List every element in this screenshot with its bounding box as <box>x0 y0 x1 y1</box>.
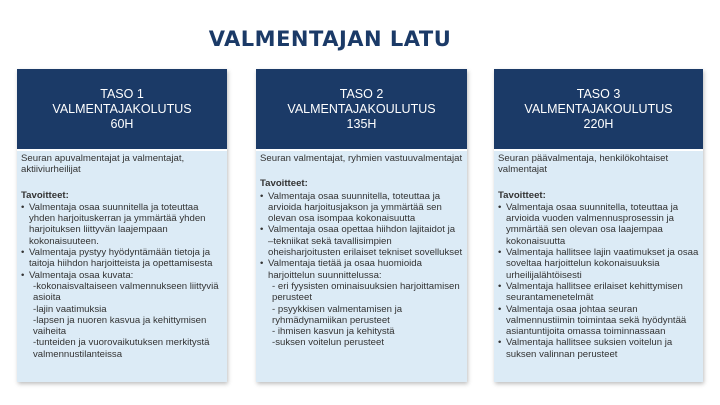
card-header <box>256 69 467 151</box>
card-intro: Seuran apuvalmentajat ja valmentajat, aktiiviurheilijat <box>21 153 185 176</box>
subgoal-item: - eri fyysisten ominaisuuksien harjoittamisen perusteet <box>272 280 460 304</box>
goals-list <box>498 202 699 360</box>
card-intro: Seuran päävalmentaja, henkilökohtaiset valmentajat <box>498 153 669 176</box>
goal-item: • Valmentaja osaa opettaa hiihdon lajitaidot ja –tekniikat sekä tavallisimpien oheisharjoitusten erilaiset tekniset sovellukset <box>260 224 463 258</box>
subgoal-item: -lapsen ja nuoren kasvua ja kehittymisen vaiheita <box>33 314 207 338</box>
subgoal-item: -lajin vaatimuksia <box>33 303 107 315</box>
goal-item: • Valmentaja osaa suunnitella, toteuttaa ja arvioida vuoden valmennusprosessin ja ymmärtää sen olevan osa laajempaa kokonaisuutta <box>498 202 699 247</box>
goals-heading: Tavoitteet: <box>260 178 308 190</box>
goals-list <box>260 191 463 349</box>
goal-item: • Valmentaja hallitsee lajin vaatimukset ja osaa soveltaa harjoittelun kokonaisuuksia urheilijalähtöisesti <box>498 247 699 281</box>
goals-heading: Tavoitteet: <box>21 189 69 201</box>
card-hours: 135H <box>346 116 377 131</box>
goal-item: • Valmentaja hallitsee erilaiset kehittymisen seurantamenetelmät <box>498 281 699 304</box>
card-header <box>17 69 227 151</box>
card-course-name: VALMENTAJAKOLUTUS <box>52 101 192 116</box>
goal-item <box>21 270 223 360</box>
level-card-1 <box>17 69 227 382</box>
goal-item: • Valmentaja pystyy hyödyntämään tietoja ja taitoja hiihdon harjoitteista ja opettamisesta <box>21 247 223 270</box>
subgoal-item: -kokonaisvaltaiseen valmennukseen liittyviä asioita <box>33 280 219 304</box>
goal-item-text: Valmentaja tietää ja osaa huomioida harjoittelun suunnittelussa: <box>268 258 422 281</box>
subgoal-item: -tunteiden ja vuorovaikutuksen merkitystä valmennustilanteissa <box>33 337 210 360</box>
subgoal-item: - psyykkisen valmentamisen ja ryhmädynamiikan perusteet <box>272 303 403 326</box>
level-card-3 <box>494 69 703 382</box>
goal-item: • Valmentaja hallitsee suksien voitelun ja suksen valinnan perusteet <box>498 337 699 360</box>
goal-item <box>260 258 463 348</box>
card-body <box>17 151 227 360</box>
card-body <box>494 151 703 360</box>
card-course-name: VALMENTAJAKOULUTUS <box>287 101 436 116</box>
goals-heading: Tavoitteet: <box>498 189 546 201</box>
card-level: TASO 1 <box>100 86 144 101</box>
level-card-2 <box>256 69 467 382</box>
page-title: VALMENTAJAN LATU <box>208 27 452 51</box>
subgoal-list <box>268 281 463 349</box>
goal-item: • Valmentaja osaa johtaa seuran valmennustiimin toimintaa sekä hyödyntää asiantuntijoita omassa toiminnassaan <box>498 304 699 338</box>
goals-list <box>21 202 223 360</box>
goal-item: • Valmentaja osaa suunnitella, toteuttaa ja arvioida harjoitusjakson ja ymmärtää sen olevan osa isompaa kokonaisuutta <box>260 191 463 225</box>
subgoal-list <box>29 281 223 360</box>
subgoal-item: - ihmisen kasvun ja kehitystä <box>272 326 395 338</box>
card-header <box>494 69 703 151</box>
subgoal-item: -suksen voitelun perusteet <box>272 337 384 349</box>
card-hours: 60H <box>110 116 134 131</box>
card-level: TASO 3 <box>576 86 621 101</box>
card-hours: 220H <box>583 116 614 131</box>
card-course-name: VALMENTAJAKOULUTUS <box>524 101 673 116</box>
card-intro: Seuran valmentajat, ryhmien vastuuvalmentajat <box>260 153 463 164</box>
card-level: TASO 2 <box>339 86 384 101</box>
card-body <box>256 151 467 349</box>
goal-item: • Valmentaja osaa suunnitella ja toteuttaa yhden harjoituskerran ja ymmärtää yhden harjoituksen liittyvän laajempaan kokonaisuuteen. <box>21 202 223 247</box>
goal-item-text: Valmentaja osaa kuvata: <box>29 269 134 281</box>
